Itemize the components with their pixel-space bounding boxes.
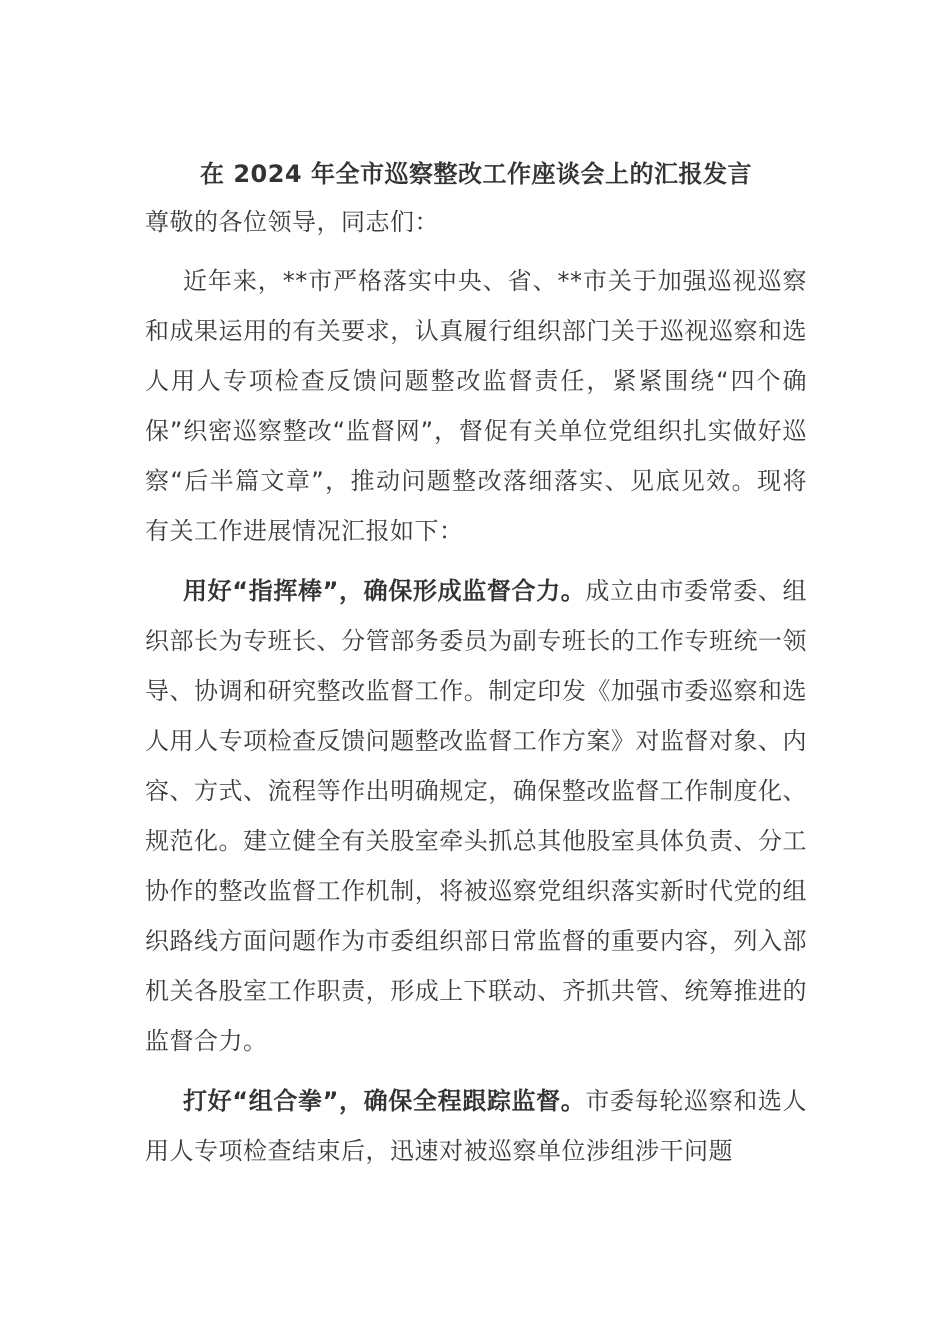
paragraph-command-baton bbox=[145, 566, 807, 1066]
paragraph-combination-punch bbox=[145, 1076, 807, 1176]
paragraph-body: 成立由市委常委、组织部长为专班长、分管部务委员为副专班长的工作专班统一领导、协调和研究整改监督工作。制定印发《加强市委巡察和选人用人专项检查反馈问题整改监督工作方案》对监督对象、内容、方式、流程等作出明确规定，确保整改监督工作制度化、规范化。建立健全有关股室牵头抓总其他股室具体负责、分工协作的整改监督工作机制，将被巡察党组织落实新时代党的组织路线方面问题作为市委组织部日常监督的重要内容，列入部机关各股室工作职责，形成上下联动、齐抓共管、统筹推进的监督合力。 bbox=[145, 577, 808, 1055]
paragraph-body: 市委每轮巡察和选人用人专项检查结束后，迅速对被巡察单位涉组涉干问题 bbox=[145, 1087, 808, 1165]
document-title: 在 2024 年全市巡察整改工作座谈会上的汇报发言 bbox=[199, 160, 752, 188]
paragraph-lead: 打好“组合拳”，确保全程跟踪监督。 bbox=[183, 1087, 586, 1115]
salutation: 尊敬的各位领导，同志们： bbox=[145, 208, 439, 236]
paragraph-intro bbox=[145, 256, 807, 556]
document-page bbox=[145, 150, 807, 1186]
paragraph-body: 近年来，**市严格落实中央、省、**市关于加强巡视巡察和成果运用的有关要求，认真履行组织部门关于巡视巡察和选人用人专项检查反馈问题整改监督责任，紧紧围绕“四个确保”织密巡察整改“监督网”，督促有关单位党组织扎实做好巡察“后半篇文章”，推动问题整改落细落实、见底见效。现将有关工作进展情况汇报如下： bbox=[145, 267, 807, 545]
paragraph-lead: 用好“指挥棒”，确保形成监督合力。 bbox=[183, 577, 586, 605]
